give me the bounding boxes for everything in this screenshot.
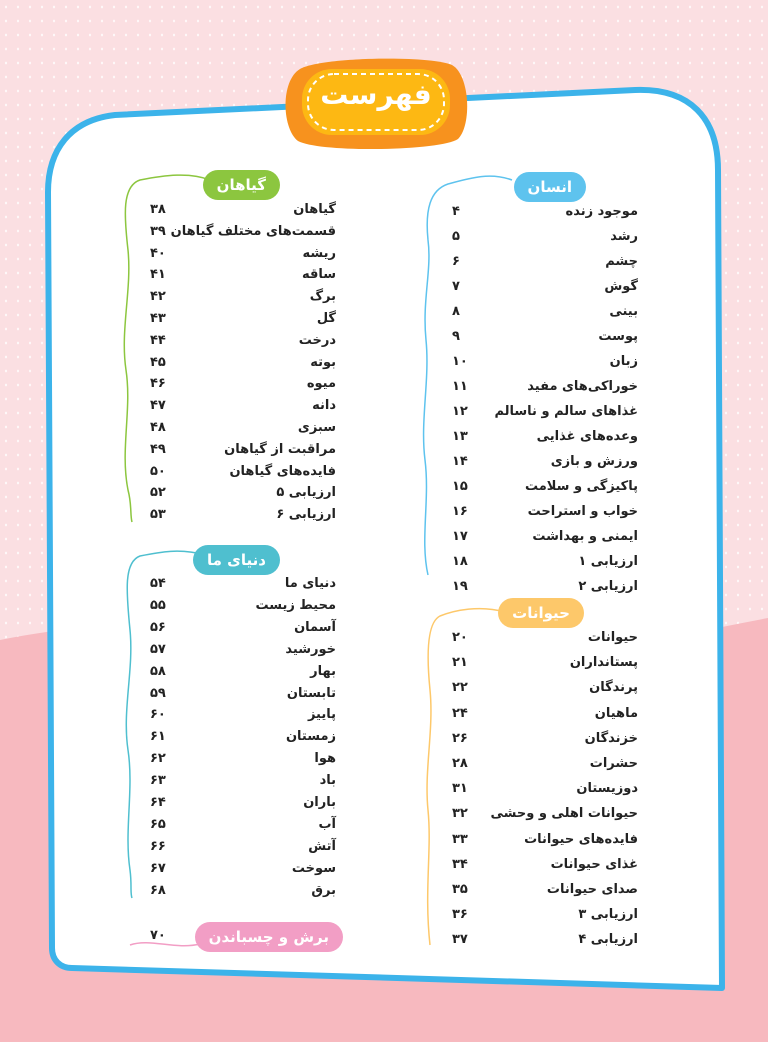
toc-page-number: ۱۷ [452,529,468,544]
toc-page-number: ۱۰ [452,354,468,369]
toc-page-number: ۳۲ [452,806,468,822]
toc-page-number: ۱۶ [452,504,468,519]
toc-page-number: ۲۱ [452,655,468,671]
toc-row [452,882,638,902]
toc-page-number: ۶۴ [150,795,166,810]
toc-row [452,404,638,424]
toc-item-title: بینی [609,304,638,319]
toc-page-number: ۴۲ [150,289,166,305]
toc-row [150,398,336,418]
toc-row [452,731,638,751]
toc-item-title: وعده‌های غذایی [536,429,638,444]
toc-page-number: ۱۵ [452,479,468,494]
toc-row [452,279,638,299]
barsh-page-number: ۷۰ [150,928,166,943]
toc-item-title: ماهیان [594,705,638,721]
toc-item-title: حیوانات [587,630,638,645]
toc-page-number: ۶۸ [150,882,166,898]
toc-row [150,224,336,244]
toc-item-title: صدای حیوانات [546,882,638,897]
toc-row [150,598,336,618]
page-title: فهرست [320,78,432,111]
toc-row [150,267,336,287]
toc-page-number: ۴۵ [150,354,166,370]
toc-item-title: رشد [610,229,638,244]
toc-item-title: برگ [309,289,336,305]
toc-page-number: ۶۵ [150,816,166,832]
toc-row [150,620,336,640]
toc-row [150,839,336,859]
toc-item-title: ارزیابی ۶ [276,507,336,523]
toc-row [150,664,336,684]
toc-item-title: ساقه [301,267,336,283]
toc-item-title: فایده‌های گیاهان [229,463,336,479]
toc-row [452,429,638,449]
toc-page-number: ۵۴ [150,576,166,591]
toc-page-number: ۲۰ [452,630,468,645]
toc-page-number: ۲۴ [452,705,468,721]
toc-row [150,707,336,727]
toc-item-title: باد [319,773,336,789]
toc-item-title: چشم [605,254,638,269]
toc-row [150,485,336,505]
toc-item-title: ریشه [302,245,336,261]
toc-page-number: ۳۴ [452,856,468,872]
toc-page-number: ۵۳ [150,507,166,523]
toc-row [150,729,336,749]
toc-item-title: بوته [310,354,336,370]
toc-page-number: ۱۲ [452,404,468,419]
toc-item-title: ایمنی و بهداشت [532,529,638,544]
toc-page-number: ۴۷ [150,398,166,414]
section-tag-insan: انسان [514,172,586,202]
toc-page-number: ۴۶ [150,376,166,392]
toc-page-number: ۴ [452,204,460,219]
toc-row [452,479,638,499]
toc-row [150,246,336,266]
toc-row [452,504,638,524]
toc-item-title: برق [311,882,336,898]
toc-page-number: ۵۸ [150,663,166,679]
toc-page-number: ۲۸ [452,756,468,771]
toc-row [452,706,638,726]
toc-item-title: محیط زیست [255,597,336,613]
toc-item-title: پاییز [307,707,336,723]
toc-page-number: ۲۲ [452,680,468,696]
toc-row [452,857,638,877]
toc-page-number: ۳۹ [150,223,166,239]
toc-row [452,304,638,324]
toc-page-number: ۴۱ [150,267,166,283]
toc-item-title: آتش [308,838,336,854]
toc-item-title: گوش [604,279,638,294]
toc-item-title: پستانداران [569,655,638,671]
toc-item-title: حیوانات اهلی و وحشی [490,806,638,822]
toc-page-number: ۱۹ [452,579,468,594]
toc-row [150,311,336,331]
toc-item-title: خزندگان [584,730,638,746]
toc-row [150,751,336,771]
toc-row [150,795,336,815]
toc-row [452,254,638,274]
toc-item-title: هوا [314,751,336,767]
toc-item-title: زبان [609,354,638,369]
toc-item-title: حشرات [589,756,638,771]
toc-item-title: ارزیابی ۱ [578,554,638,569]
toc-row [150,642,336,662]
toc-page-number: ۶۷ [150,860,166,876]
toc-item-title: موجود زنده [565,204,638,219]
toc-item-title: تابستان [286,685,336,701]
toc-item-title: غذاهای سالم و ناسالم [494,404,638,419]
toc-page-number: ۴۹ [150,441,166,457]
toc-page-number: ۳۳ [452,831,468,847]
toc-item-title: خورشید [285,641,336,657]
section-tag-giahan: گیاهان [203,170,280,200]
toc-row [150,442,336,462]
toc-item-title: ارزیابی ۴ [578,932,638,948]
toc-row [452,529,638,549]
toc-row [150,686,336,706]
toc-item-title: سبزی [297,420,336,435]
toc-item-title: میوه [306,376,336,392]
toc-page-number: ۵ [452,229,460,244]
toc-item-title: ورزش و بازی [550,454,638,469]
toc-row [150,420,336,440]
toc-page-number: ۷ [452,279,460,294]
toc-page-number: ۱۱ [452,379,468,394]
toc-item-title: دانه [312,398,336,414]
toc-row [150,576,336,596]
toc-page-number: ۳۱ [452,781,468,797]
toc-item-title: ارزیابی ۵ [276,485,336,501]
toc-item-title: خوراکی‌های مفید [527,379,638,394]
toc-page-number: ۶۰ [150,707,166,723]
toc-row [452,680,638,700]
toc-row [150,507,336,527]
toc-row [452,554,638,574]
toc-row [452,907,638,927]
toc-item-title: پرندگان [589,680,638,696]
toc-row [150,289,336,309]
toc-item-title: بهار [310,663,336,679]
toc-row [150,464,336,484]
toc-item-title: فایده‌های حیوانات [524,831,638,847]
toc-page-number: ۶۳ [150,773,166,789]
toc-item-title: ارزیابی ۳ [578,907,638,923]
toc-page-number: ۵۵ [150,597,166,613]
section-tag-barsh: برش و چسباندن [195,922,343,952]
toc-page-number: ۳۸ [150,202,166,217]
toc-item-title: باران [303,795,336,810]
toc-item-title: غذای حیوانات [550,856,638,872]
toc-row [452,579,638,599]
toc-page-number: ۴۳ [150,311,166,326]
toc-row [452,379,638,399]
toc-row [452,756,638,776]
toc-page-number: ۱۴ [452,454,468,469]
toc-page-number: ۴۴ [150,332,166,348]
toc-page-number: ۵۷ [150,641,166,657]
toc-item-title: خواب و استراحت [527,504,638,519]
toc-row [452,630,638,650]
toc-item-title: دنیای ما [284,576,336,591]
toc-page-number: ۶۱ [150,729,166,745]
toc-item-title: گیاهان [293,202,336,217]
toc-row [452,229,638,249]
toc-page-number: ۵۰ [150,463,166,479]
toc-page-number: ۴۰ [150,245,166,261]
toc-item-title: پاکیزگی و سلامت [524,479,638,494]
toc-row [150,861,336,881]
toc-item-title: مراقبت از گیاهان [224,441,336,457]
toc-item-title: آب [318,816,336,832]
toc-page-number: ۸ [452,304,460,319]
toc-item-title: پوست [598,329,638,344]
toc-page-number: ۲۶ [452,730,468,746]
section-tag-donya: دنیای ما [193,545,280,575]
toc-page-number: ۶۶ [150,838,166,854]
toc-page-number: ۵۲ [150,485,166,501]
toc-row [452,832,638,852]
toc-row [150,202,336,222]
section-tag-haivanat: حیوانات [498,598,584,628]
toc-item-title: آسمان [294,619,336,635]
toc-row [452,454,638,474]
toc-row [452,329,638,349]
toc-page-number: ۹ [452,329,460,344]
toc-row [150,883,336,903]
toc-page-number: ۳۵ [452,882,468,897]
toc-row [452,806,638,826]
toc-page-number: ۵۶ [150,619,166,635]
toc-item-title: دوزیستان [576,781,638,797]
toc-row [150,355,336,375]
toc-row [150,773,336,793]
toc-page-number: ۱۳ [452,429,468,444]
toc-page-number: ۶ [452,254,460,269]
toc-item-title: زمستان [285,729,336,745]
toc-item-title: قسمت‌های مختلف گیاهان [170,223,336,239]
toc-row [452,354,638,374]
toc-item-title: درخت [298,332,336,348]
toc-page-number: ۳۷ [452,932,468,948]
toc-row [452,932,638,952]
toc-row [452,204,638,224]
toc-row [150,817,336,837]
toc-row [150,333,336,353]
toc-row [452,655,638,675]
toc-page-number: ۵۹ [150,685,166,701]
toc-row [150,376,336,396]
toc-page-number: ۴۸ [150,420,166,435]
toc-row [452,781,638,801]
toc-item-title: ارزیابی ۲ [578,579,638,594]
toc-page-number: ۳۶ [452,907,468,923]
toc-item-title: گل [316,311,336,326]
toc-page-number: ۶۲ [150,751,166,767]
toc-item-title: سوخت [291,860,336,876]
toc-page-number: ۱۸ [452,554,468,569]
